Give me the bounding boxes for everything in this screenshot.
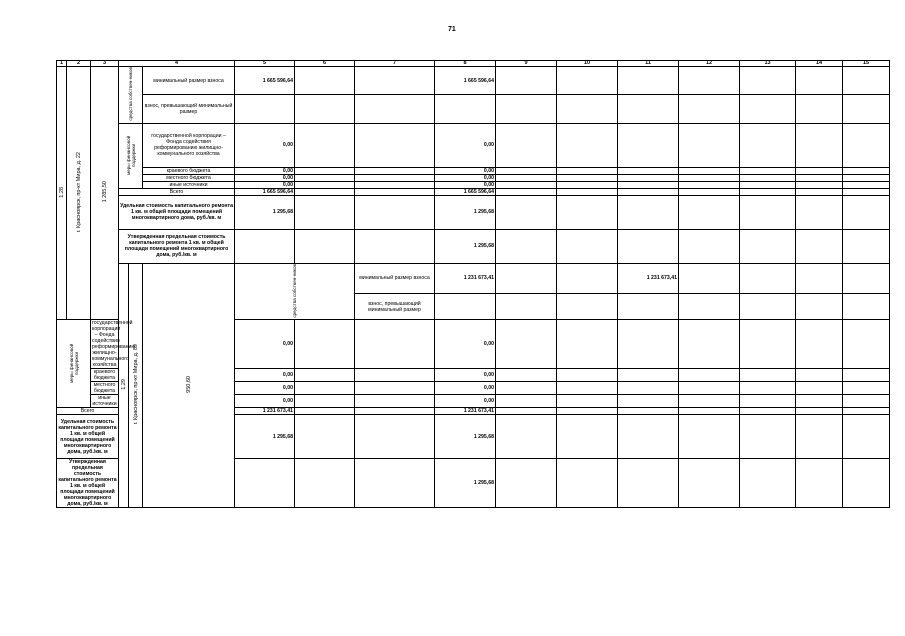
header-cell: 15	[843, 61, 890, 67]
header-cell: 14	[796, 61, 843, 67]
table-row	[57, 263, 890, 293]
value: 0,00	[235, 382, 295, 395]
header-cell: 9	[496, 61, 557, 67]
header-cell: 6	[295, 61, 355, 67]
header-cell: 2	[67, 61, 91, 67]
value: 1 295,68	[435, 229, 496, 263]
value: 0,00	[435, 320, 496, 369]
label-min-contribution: минимальный размер взноса	[143, 67, 235, 95]
label-regional: краевого бюджета	[143, 167, 235, 174]
label-other: иные источники	[143, 181, 235, 188]
value: 1 665 596,64	[235, 188, 295, 195]
header-cell: 4	[119, 61, 235, 67]
label-fund: государственной корпорации – Фонда содействия реформированию жилищно-коммунального хозяйства	[143, 123, 235, 167]
table-row	[57, 229, 890, 263]
value: 0,00	[435, 382, 496, 395]
value: 0,00	[435, 123, 496, 167]
value: 0,00	[235, 320, 295, 369]
value: 1 665 596,64	[235, 67, 295, 95]
financial-support-group: меры финансовой поддержки	[119, 123, 143, 188]
label-approved-limit: Утвержденная предельная стоимость капитального ремонта 1 кв. м общей площади помещений многоквартирного дома, руб./кв. м	[119, 229, 235, 263]
label-total: Всего	[119, 188, 235, 195]
table-row	[57, 174, 890, 181]
label-regional: краевого бюджета	[91, 369, 119, 382]
header-cell: 11	[618, 61, 679, 67]
row-number: 1.29	[119, 263, 129, 508]
label-total: Всего	[57, 408, 119, 415]
table-row	[57, 95, 890, 123]
header-cell: 7	[355, 61, 435, 67]
value: 1 231 673,41	[235, 408, 295, 415]
value: 1 295,68	[435, 195, 496, 229]
value: 0,00	[435, 395, 496, 408]
page-number: 71	[448, 26, 456, 33]
area: 1 285,50	[91, 67, 119, 320]
label-exceeding: взнос, превышающий минимальный размер	[355, 293, 435, 319]
header-cell: 5	[235, 61, 295, 67]
header-cell: 13	[740, 61, 796, 67]
value: 0,00	[435, 167, 496, 174]
label-exceeding: взнос, превышающий минимальный размер	[143, 95, 235, 123]
table-row	[57, 188, 890, 195]
label-unit-cost: Удельная стоимость капитального ремонта 1 кв. м общей площади помещений многоквартирного дома, руб./кв. м	[57, 415, 119, 459]
area: 950,60	[143, 263, 235, 508]
label-local: местного бюджета	[143, 174, 235, 181]
header-cell: 12	[679, 61, 740, 67]
table-row	[57, 181, 890, 188]
header-cell: 3	[91, 61, 119, 67]
value: 0,00	[235, 369, 295, 382]
value: 1 665 596,64	[435, 188, 496, 195]
value: 0,00	[235, 174, 295, 181]
value: 0,00	[435, 369, 496, 382]
owners-funds-group: средства собствен-ников	[235, 263, 355, 320]
value: 1 665 596,64	[435, 67, 496, 95]
label-approved-limit: Утвержденная предельная стоимость капитального ремонта 1 кв. м общей площади помещений многоквартирного дома, руб./кв. м	[58, 459, 117, 508]
value: 1 295,68	[435, 415, 496, 459]
value: 0,00	[235, 167, 295, 174]
financial-support-group: меры финансовой поддержки	[57, 320, 91, 408]
value: 0,00	[435, 181, 496, 188]
table-row	[57, 123, 890, 167]
value: 1 231 673,41	[618, 263, 679, 293]
table-row	[57, 195, 890, 229]
label-min-contribution: минимальный размер взноса	[355, 263, 435, 293]
label-other: иные источники	[92, 395, 117, 408]
table-row	[57, 67, 890, 95]
value: 1 231 673,41	[435, 408, 496, 415]
address: г. Красноярск, пр-кт Мира, д. 89	[129, 263, 143, 508]
value: 1 295,68	[435, 459, 496, 508]
label-local: местного бюджета	[91, 382, 119, 395]
address: г. Красноярск, пр-кт Мира, д. 22	[67, 67, 91, 320]
value: 0,00	[235, 395, 295, 408]
value: 0,00	[235, 123, 295, 167]
value: 0,00	[235, 181, 295, 188]
table-row	[57, 167, 890, 174]
header-cell: 10	[557, 61, 618, 67]
owners-funds-group: средства собствен-ников	[119, 67, 143, 124]
header-cell: 8	[435, 61, 496, 67]
capital-repair-table	[56, 60, 890, 508]
value: 1 295,68	[235, 415, 295, 459]
label-fund: государственной корпорации – Фонда содействия реформированию жилищно-коммунального хозяйства	[92, 320, 136, 369]
row-number: 1.28	[57, 67, 67, 320]
header-cell: 1	[57, 61, 67, 67]
value: 1 295,68	[235, 195, 295, 229]
value: 0,00	[435, 174, 496, 181]
value: 1 231 673,41	[435, 263, 496, 293]
label-unit-cost: Удельная стоимость капитального ремонта 1 кв. м общей площади помещений многоквартирного дома, руб./кв. м	[119, 195, 235, 229]
